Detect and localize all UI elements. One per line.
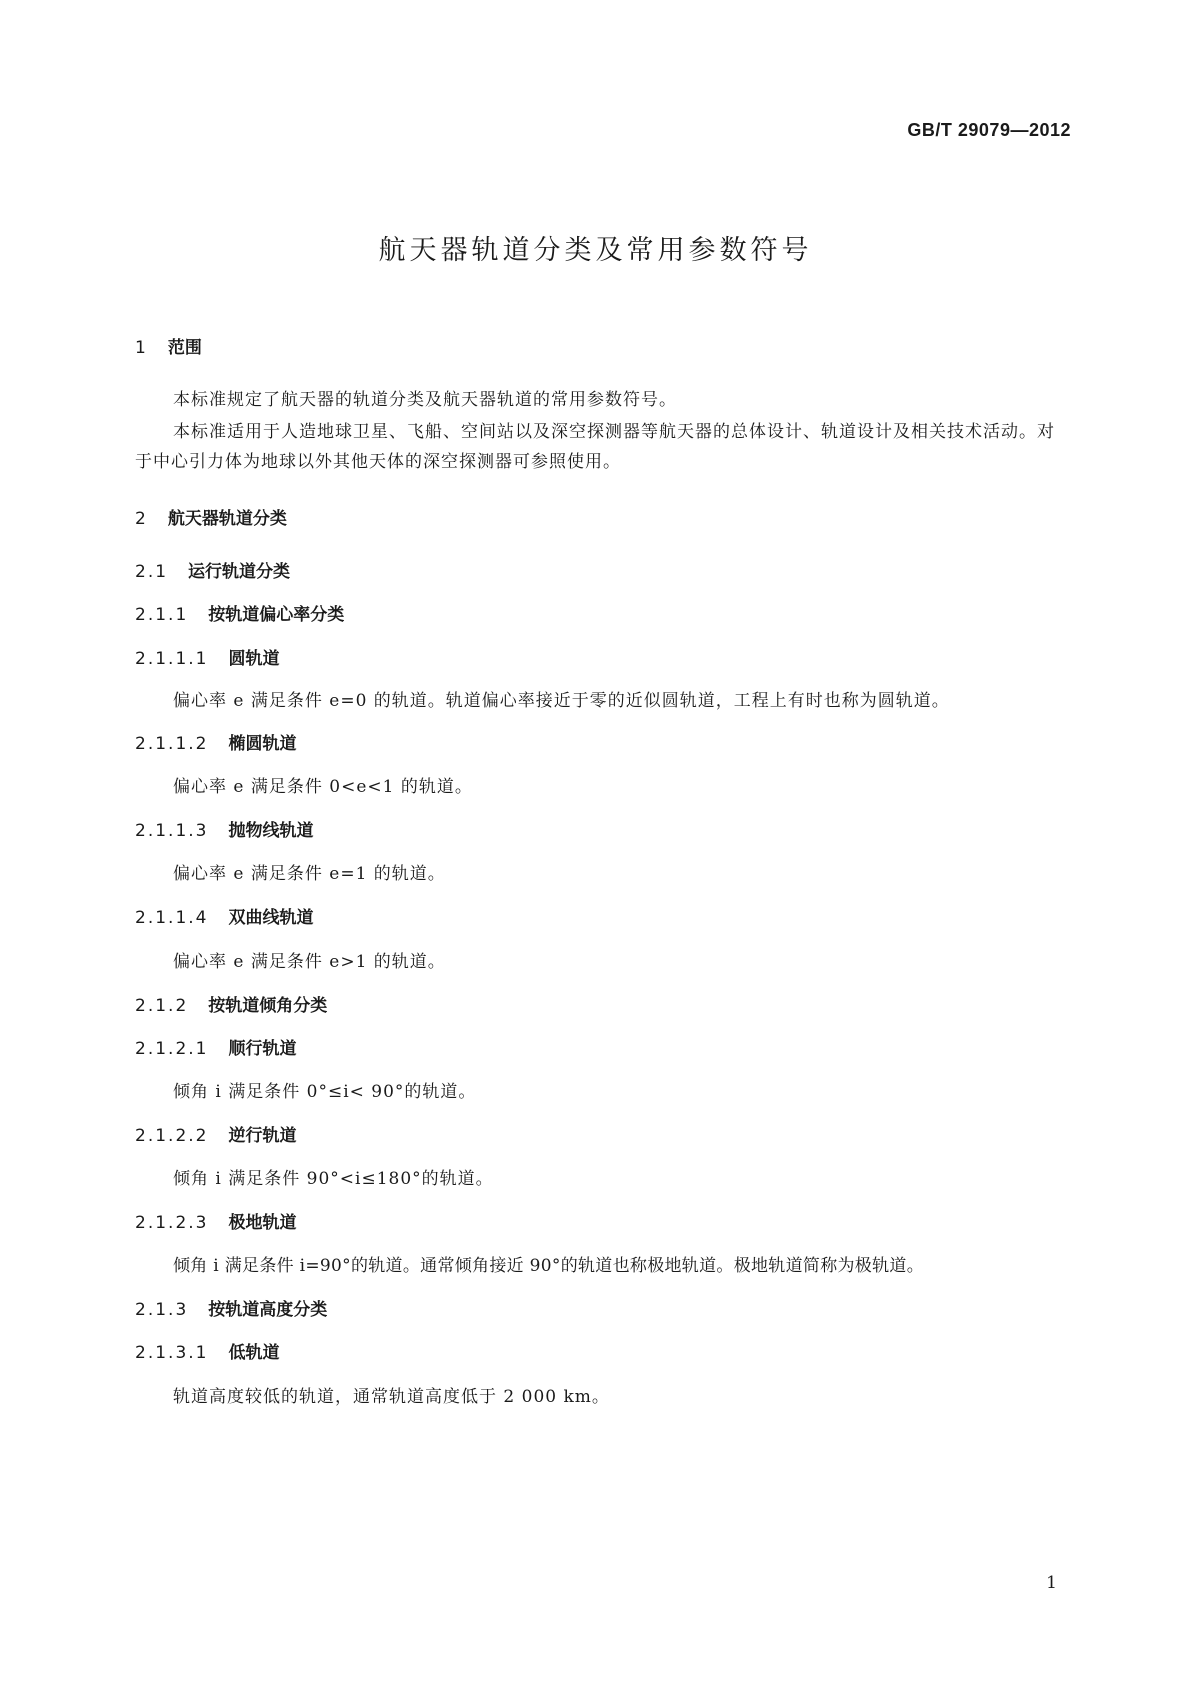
section-title: 椭圆轨道 [228, 734, 297, 754]
section-heading-2-1-1 [135, 603, 1060, 627]
section-heading-2-1-3 [135, 1298, 1060, 1322]
paragraph-scope-1: 本标准规定了航天器的轨道分类及航天器轨道的常用参数符号。 [173, 390, 677, 410]
definition-text: 轨道高度较低的轨道，通常轨道高度低于 2 000 km。 [173, 1387, 610, 1407]
section-number: 2.1.3 [135, 1300, 189, 1320]
section-title: 双曲线轨道 [228, 908, 314, 928]
section-number: 2.1 [135, 562, 169, 582]
section-heading-2-1 [135, 560, 1060, 584]
definition-text: 偏心率 e 满足条件 e=0 的轨道。轨道偏心率接近于零的近似圆轨道，工程上有时也称为圆轨道。 [173, 691, 950, 711]
section-heading-2-1-1-3 [135, 819, 1060, 843]
section-heading-2-1-2-3 [135, 1211, 1060, 1235]
section-title: 顺行轨道 [228, 1039, 297, 1059]
section-number: 2 [135, 509, 148, 529]
definition-text: 倾角 i 满足条件 0°≤i< 90°的轨道。 [173, 1082, 477, 1102]
section-heading-2-1-2-1 [135, 1037, 1060, 1061]
section-title: 逆行轨道 [228, 1126, 297, 1146]
section-number: 2.1.1.1 [135, 649, 209, 669]
section-title: 按轨道偏心率分类 [208, 605, 345, 625]
paragraph-scope-2: 本标准适用于人造地球卫星、飞船、空间站以及深空探测器等航天器的总体设计、轨道设计及相关技术活动。对于中心引力体为地球以外其他天体的深空探测器可参照使用。 [135, 422, 1055, 472]
document-body [135, 336, 1060, 1409]
section-number: 2.1.2.1 [135, 1039, 209, 1059]
section-number: 2.1.1.3 [135, 821, 209, 841]
section-heading-1 [135, 336, 1060, 360]
section-heading-2-1-1-4 [135, 906, 1060, 930]
section-heading-2-1-1-2 [135, 732, 1060, 756]
section-title: 按轨道高度分类 [208, 1300, 328, 1320]
document-code: GB/T 29079—2012 [907, 120, 1071, 140]
section-heading-2-1-1-1 [135, 647, 1060, 671]
section-title: 抛物线轨道 [228, 821, 314, 841]
section-number: 2.1.1 [135, 605, 189, 625]
section-number: 2.1.2 [135, 996, 189, 1016]
section-title: 按轨道倾角分类 [208, 996, 328, 1016]
section-number: 2.1.1.4 [135, 908, 209, 928]
definition-text: 偏心率 e 满足条件 e=1 的轨道。 [173, 864, 446, 884]
definition-text: 偏心率 e 满足条件 0<e<1 的轨道。 [173, 777, 473, 797]
definition-text: 倾角 i 满足条件 90°<i≤180°的轨道。 [173, 1169, 494, 1189]
section-title: 低轨道 [228, 1343, 280, 1363]
section-title: 圆轨道 [228, 649, 280, 669]
section-title: 范围 [167, 338, 202, 358]
section-number: 1 [135, 338, 148, 358]
section-number: 2.1.3.1 [135, 1343, 209, 1363]
section-heading-2-1-2-2 [135, 1124, 1060, 1148]
document-title: 航天器轨道分类及常用参数符号 [378, 235, 813, 266]
section-heading-2-1-3-1 [135, 1341, 1060, 1365]
section-number: 2.1.2.3 [135, 1213, 209, 1233]
section-title: 运行轨道分类 [188, 562, 291, 582]
section-number: 2.1.2.2 [135, 1126, 209, 1146]
definition-text: 偏心率 e 满足条件 e>1 的轨道。 [173, 952, 446, 972]
section-heading-2-1-2 [135, 994, 1060, 1018]
section-number: 2.1.1.2 [135, 734, 209, 754]
section-heading-2 [135, 507, 1060, 531]
section-title: 极地轨道 [228, 1213, 297, 1233]
section-title: 航天器轨道分类 [167, 509, 287, 529]
definition-text: 倾角 i 满足条件 i=90°的轨道。通常倾角接近 90°的轨道也称极地轨道。极地轨道简称为极轨道。 [173, 1256, 924, 1276]
page-number: 1 [1046, 1573, 1057, 1593]
